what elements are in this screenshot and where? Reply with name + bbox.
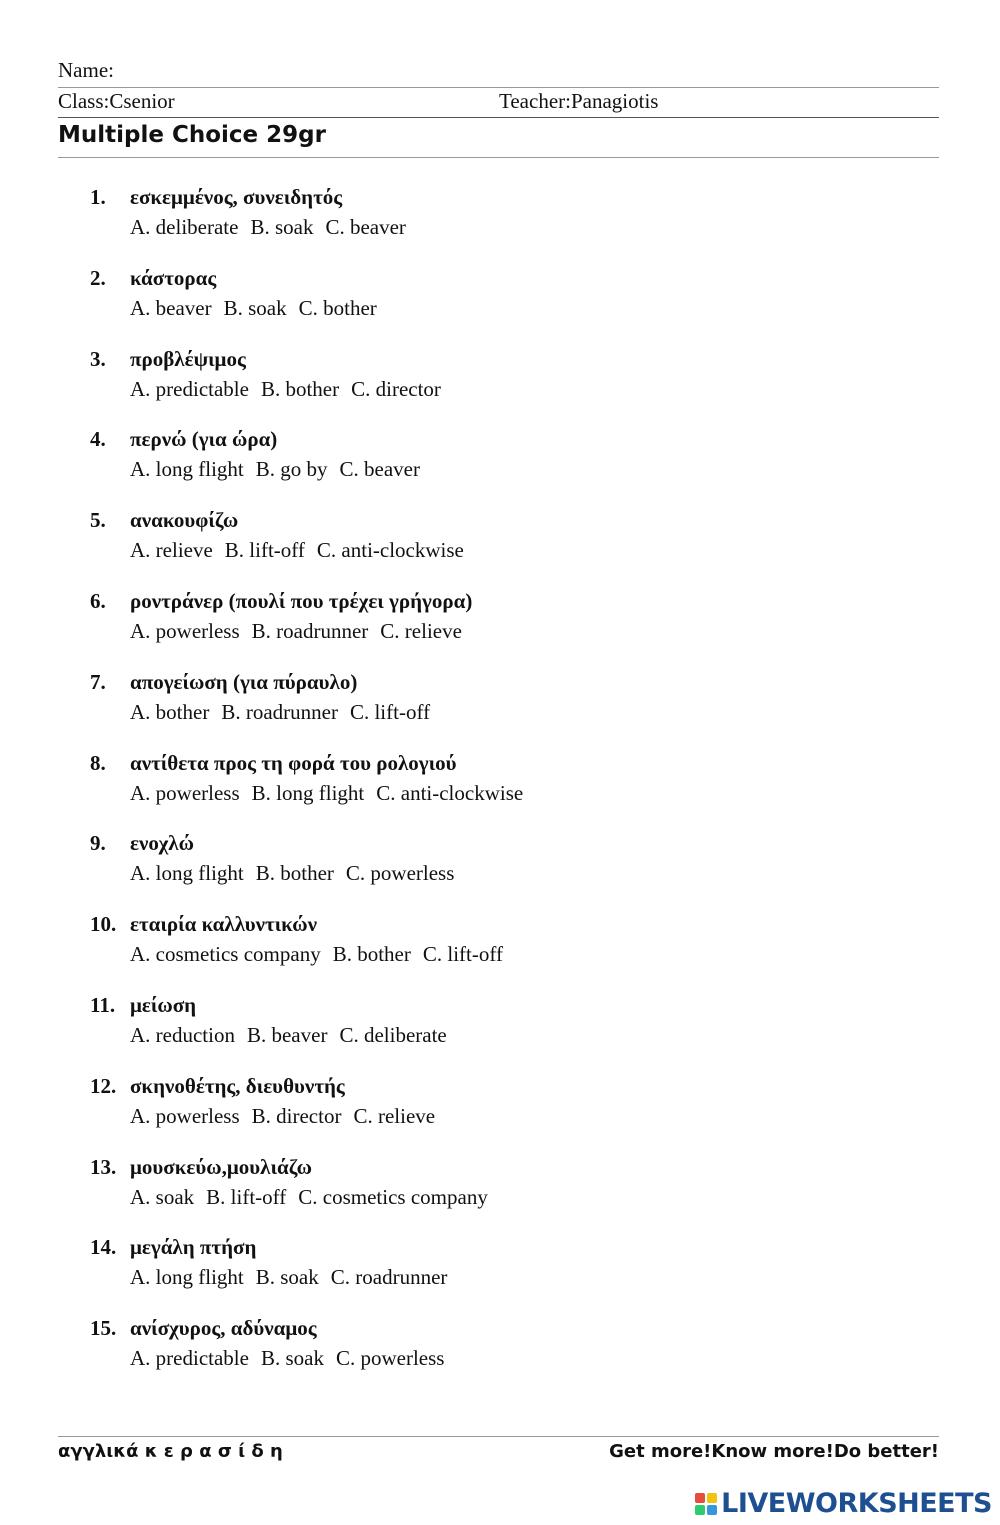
liveworksheets-logo-icon: [695, 1493, 717, 1515]
answer-options: [130, 538, 476, 563]
question-prompt: αντίθετα προς τη φορά του ρολογιού: [130, 750, 457, 775]
option-a[interactable]: A. predictable: [130, 376, 249, 401]
option-a[interactable]: A. cosmetics company: [130, 942, 321, 967]
class-row: [58, 89, 939, 114]
class-label: Class:Csenior: [58, 89, 175, 113]
option-a[interactable]: A. bother: [130, 699, 210, 724]
name-label: Name:: [58, 58, 114, 82]
header-rule: [58, 87, 939, 88]
question-number: 7.: [90, 669, 106, 694]
option-b[interactable]: B. roadrunner: [251, 619, 369, 643]
option-a[interactable]: A. predictable: [130, 1346, 249, 1371]
option-b[interactable]: B. beaver: [246, 1023, 328, 1047]
option-a[interactable]: A. long flight: [130, 861, 244, 886]
option-b[interactable]: B. lift-off: [206, 1184, 287, 1209]
option-c[interactable]: C. powerless: [335, 1346, 445, 1371]
option-c[interactable]: C. bother: [298, 295, 377, 320]
option-a[interactable]: A. beaver: [130, 295, 212, 320]
title-rule: [58, 157, 939, 158]
logo-square: [707, 1505, 717, 1515]
option-c[interactable]: C. relieve: [353, 1103, 436, 1128]
option-c[interactable]: C. anti-clockwise: [316, 538, 464, 563]
option-c[interactable]: C. anti-clockwise: [376, 780, 524, 805]
answer-options: [130, 781, 535, 806]
option-b[interactable]: B. roadrunner: [221, 699, 338, 724]
question-prompt: μουσκεύω,μουλιάζω: [130, 1154, 313, 1179]
answer-options: [130, 215, 418, 240]
question-number: 8.: [90, 750, 106, 775]
question-number: 13.: [90, 1154, 117, 1179]
option-b[interactable]: B. lift-off: [224, 538, 305, 563]
option-a[interactable]: A. deliberate: [130, 215, 239, 239]
answer-options: [130, 377, 453, 402]
option-c[interactable]: C. cosmetics company: [298, 1184, 488, 1209]
worksheet-title: Multiple Choice 29gr: [58, 122, 326, 148]
footer-tagline: Get more!Know more!Do better!: [609, 1441, 939, 1462]
question-number: 9.: [90, 831, 106, 856]
question-number: 1.: [90, 185, 106, 209]
answer-options: [130, 457, 432, 482]
option-b[interactable]: B. bother: [255, 861, 334, 886]
answer-options: [130, 619, 474, 644]
question-prompt: σκηνοθέτης, διευθυντής: [130, 1073, 345, 1098]
option-a[interactable]: A. powerless: [130, 780, 240, 805]
question-number: 12.: [90, 1073, 117, 1098]
question-number: 11.: [90, 993, 116, 1017]
footer-left-text: αγγλικά κ ε ρ α σ ί δ η: [58, 1441, 283, 1462]
footer-rule: [58, 1436, 939, 1437]
answer-options: [130, 861, 466, 886]
option-a[interactable]: A. long flight: [130, 1265, 244, 1290]
question-number: 2.: [90, 265, 106, 290]
option-c[interactable]: C. beaver: [325, 215, 406, 239]
question-number: 5.: [90, 508, 106, 533]
answer-options: [130, 1104, 447, 1129]
question-number: 14.: [90, 1235, 117, 1260]
logo-square: [695, 1493, 705, 1503]
option-b[interactable]: B. soak: [255, 1265, 319, 1290]
option-b[interactable]: B. long flight: [251, 780, 365, 805]
question-prompt: μείωση: [130, 993, 197, 1017]
question-prompt: ανίσχυρος, αδύναμος: [130, 1316, 317, 1341]
answer-options: [130, 1185, 500, 1210]
option-b[interactable]: B. soak: [260, 1346, 324, 1371]
question-prompt: εταιρία καλλυντικών: [130, 912, 317, 937]
question-prompt: κάστορας: [130, 265, 217, 290]
option-c[interactable]: C. powerless: [345, 861, 455, 886]
header-rule: [58, 117, 939, 118]
logo-square: [695, 1505, 705, 1515]
option-b[interactable]: B. soak: [223, 295, 287, 320]
option-c[interactable]: C. lift-off: [422, 942, 503, 967]
question-prompt: εσκεμμένος, συνειδητός: [130, 185, 343, 209]
question-number: 3.: [90, 346, 106, 371]
question-prompt: περνώ (για ώρα): [130, 427, 278, 452]
option-c[interactable]: C. relieve: [380, 619, 462, 643]
option-b[interactable]: B. director: [251, 1103, 342, 1128]
question-prompt: προβλέψιμος: [130, 346, 246, 371]
option-a[interactable]: A. reduction: [130, 1023, 235, 1047]
answer-options: [130, 1023, 459, 1048]
option-c[interactable]: C. lift-off: [349, 699, 431, 724]
question-number: 10.: [90, 912, 117, 937]
answer-options: [130, 700, 442, 725]
option-b[interactable]: B. bother: [260, 376, 340, 401]
question-prompt: ροντράνερ (πουλί που τρέχει γρήγορα): [130, 589, 473, 613]
answer-options: [130, 942, 515, 967]
question-number: 15.: [90, 1316, 117, 1341]
brand-name: LIVEWORKSHEETS: [721, 1488, 992, 1519]
question-prompt: ανακουφίζω: [130, 508, 239, 533]
question-number: 4.: [90, 427, 106, 452]
option-c[interactable]: C. director: [351, 376, 441, 401]
option-c[interactable]: C. beaver: [339, 457, 420, 482]
option-b[interactable]: B. bother: [332, 942, 411, 967]
answer-options: [130, 296, 389, 321]
question-prompt: μεγάλη πτήση: [130, 1235, 257, 1260]
logo-square: [707, 1493, 717, 1503]
option-a[interactable]: A. long flight: [130, 457, 244, 482]
answer-options: [130, 1346, 456, 1371]
question-number: 6.: [90, 589, 106, 613]
option-b[interactable]: B. go by: [255, 457, 328, 482]
option-a[interactable]: A. soak: [130, 1184, 195, 1209]
option-c[interactable]: C. roadrunner: [330, 1265, 448, 1290]
option-c[interactable]: C. deliberate: [339, 1023, 447, 1047]
option-a[interactable]: A. powerless: [130, 1103, 240, 1128]
option-a[interactable]: A. relieve: [130, 538, 213, 563]
question-prompt: απογείωση (για πύραυλο): [130, 669, 358, 694]
question-prompt: ενοχλώ: [130, 831, 194, 856]
liveworksheets-brand: [695, 1488, 992, 1519]
option-a[interactable]: A. powerless: [130, 619, 240, 643]
answer-options: [130, 1265, 459, 1290]
option-b[interactable]: B. soak: [250, 215, 314, 239]
teacher-label: Teacher:Panagiotis: [499, 89, 659, 113]
